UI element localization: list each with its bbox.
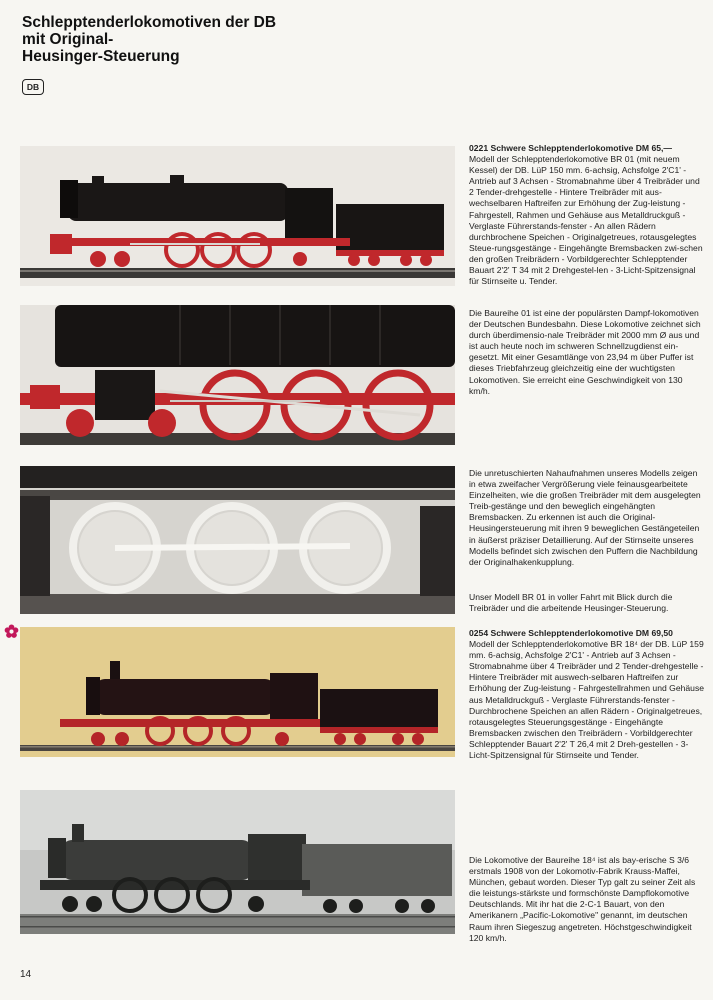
photo-br18-prototype (20, 790, 455, 934)
item-0254-heading (469, 628, 705, 639)
db-logo: DB (22, 79, 44, 95)
item-name: Schwere Schlepptenderlokomotive (490, 143, 634, 153)
closeup-info-text: Die unretuschierten Nahaufnahmen unseres Modells zeigen in etwa zweifacher Vergrößerung viele feinausgearbeitete Einzelheiten, wie die großen Treibräder mit dem ausgelegten Treib-gestänge und den beweglich eingehängten Bremsbacken. Zu erkennen ist auch die Original-Heusingersteuerung mit ihren 9 beweglichen Gestängeteilen in äußerst präziser Detaillierung. Auf der Stirnseite unseres Modells befindet sich zwischen den Puffern die Nachbildung der Originalhakenkupplung. (469, 468, 701, 567)
item-0254-text: Modell der Schlepptenderlokomotive BR 18⁴ der DB. LüP 159 mm. 6-achsig, Achsfolge 2'C1' - Antrieb auf 3 Achsen - Stromabnahme über 4 Treibräder und 2 Tender-drehgestelle - Hintere Treibräder mit auswech-selbaren Haftreifen zur Erhöhung der Zug-leistung - Fahrgestellrahmen und Gehäuse aus Metalldruckguß - Verglaste Führerstands-fenster - Durchbrochene Speichen an allen Rädern - Originalgetreues, rotausgelegtes Steuerungsgestänge - Eingehängte Bremsbacken zwischen den Treibrädern - Vorbildgerechter Schlepptender Bauart 2'2' T 26,4 mit 2 Dreh-gestellen - 3-Licht-Spitzensignal für Stirnseite und Tender. (469, 639, 705, 761)
page-number: 14 (20, 969, 32, 980)
item-price: DM 69,50 (635, 628, 673, 638)
item-0221-text: Modell der Schlepptenderlokomotive BR 01 (mit neuem Kessel) der DB. LüP 150 mm. 6-achsig, Achsfolge 2'C1' - Antrieb auf 3 Achsen - Stromabnahme über 4 Treibräder und 2 Tender-drehgestelle - Hintere Treibräder mit aus-wechselbaren Haftreifen zur Erhöhung der Zug-leistung - Fahrgestell, Rahmen und Gehäuse aus Metalldruckguß - Verglaste Führerstands-fenster - An allen Rädern durchbrochene Speichen - Originalgetreues, rotausgelegtes Steue-rungsgestänge - Eingehängte Bremsbacken zwi-schen den großen Treibrädern - Vorbildgerechter Schlepptender Bauart 2'2' T 34 mit 2 Drehgestel-len - 3-Licht-Spitzensignal für Stirnseite u. Tender. (469, 154, 703, 287)
item-0221-description (469, 143, 705, 287)
item-number: 0221 (469, 143, 489, 153)
item-number: 0254 (469, 628, 489, 638)
title-line-2: mit Original- (22, 31, 114, 48)
br01-info-text: Die Baureihe 01 ist eine der populärsten Dampf-lokomotiven der Deutschen Bundesbahn. Diese Lokomotive zeichnet sich durch überdimensio-nale Treibräder mit 2000 mm Ø aus und ist auch heute noch im schweren Schnellzugdienst ein-gesetzt. Mit einer Gesamtlänge von 23,94 m über Puffer ist dieses Triebfahrzeug gleichzeitig eine der wuchtigsten Lokomotiven. Sie erreicht eine Geschwindigkeit von 130 km/h. (469, 308, 701, 396)
photo-br18-model (20, 627, 455, 757)
br18-info-text: Die Lokomotive der Baureihe 18⁴ ist als bay-erische S 3/6 erstmals 1908 von der Lokomotiv-Fabrik Krauss-Maffei, München, gebaut worden. Dieser Typ galt zu seiner Zeit als die leistungs-stärkste und formschönste Dampflokomotive Deutschlands. Mit ihr hat die 2-C-1 Bauart, von den Amerikanern „Pacific-Lokomotive" genannt, im deutschen Raum ihren Siegeszug angetreten. Höchstgeschwindigkeit 120 km/h. (469, 855, 696, 943)
title-line-3: Heusinger-Steuerung (22, 48, 180, 65)
page-title (22, 14, 276, 65)
item-name: Schwere Schlepptenderlokomotive (490, 628, 634, 638)
new-item-flower-icon (4, 624, 19, 639)
photo-br01-wheels (20, 305, 455, 445)
closeup-caption: Unser Modell BR 01 in voller Fahrt mit Blick durch die Treibräder und die arbeitende Heusinger-Steuerung. (469, 592, 673, 614)
item-price: DM 65,— (635, 143, 672, 153)
item-0254-description (469, 628, 705, 761)
photo-br01-model (20, 146, 455, 286)
item-0221-heading (469, 143, 705, 154)
photo-br01-motion (20, 466, 455, 614)
title-line-1: Schlepptenderlokomotiven der DB (22, 14, 277, 31)
